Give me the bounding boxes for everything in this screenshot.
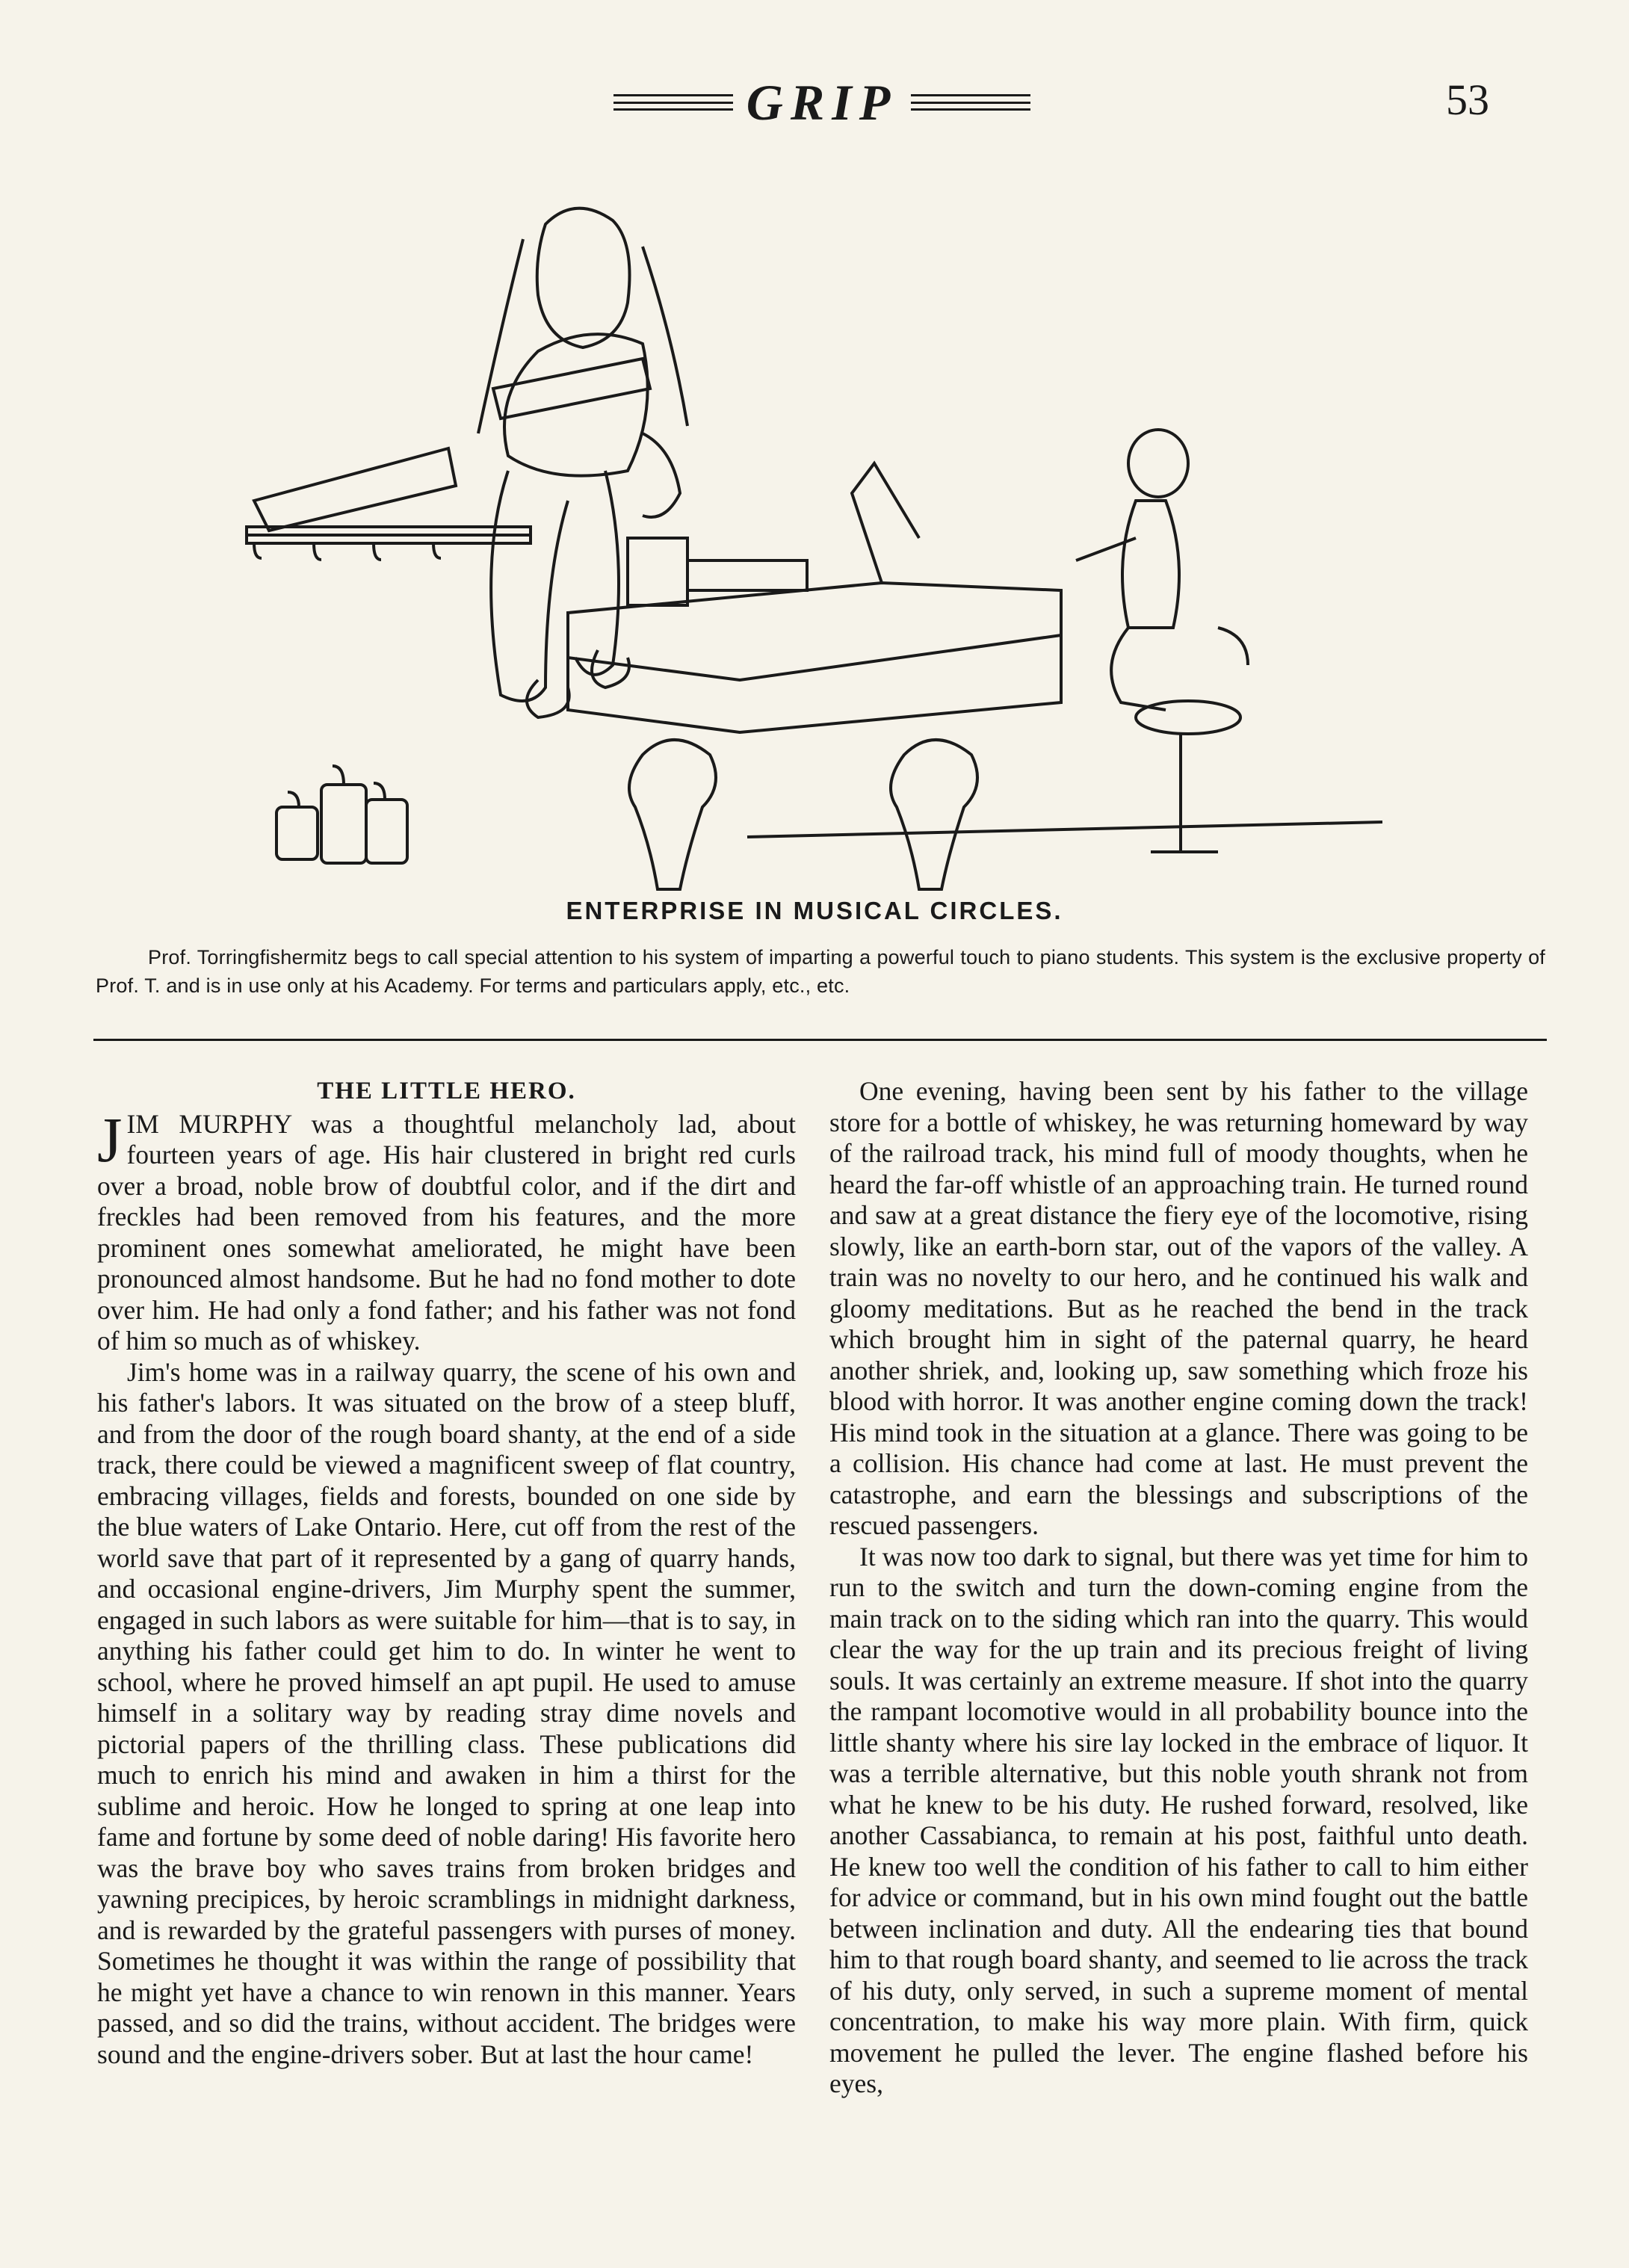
story-title: THE LITTLE HERO. — [317, 1078, 576, 1104]
story-paragraph-text: IM MURPHY was a thoughtful melancholy lad, about fourteen years of age. His hair clustered in bright red curls over a broad, noble brow of doubtful color, and if the dirt and freckles had been removed from his features, and the more prominent ones somewhat ameliorated, he might have been pronounced almost handsome. But he had no fond mother to dote over him. He had only a fond father; and his father was not fond of him so much as of whiskey. — [97, 1108, 796, 1356]
story-paragraph: One evening, having been sent by his father to the village store for a bottle of whiskey, he was returning homeward by way of the railroad track, his mind full of moody thoughts, when he heard the far-off whistle of an approaching train. He turned round and saw at a great distance the fiery eye of the locomotive, rising slowly, like an earth-born star, out of the vapors of the valley. A train was no novelty to our hero, and he continued his walk and gloomy meditations. But as he reached the bend in the track which brought him in sight of the paternal quarry, he heard another shriek, and, looking up, saw something which froze his blood with horror. It was another engine coming down the track! His mind took in the situation at a glance. There was going to be a collision. His chance had come at last. He must prevent the catastrophe, and earn the blessings and subscriptions of the rescued passengers. — [829, 1076, 1528, 1540]
cartoon-illustration — [224, 164, 1435, 897]
section-divider — [93, 1039, 1547, 1041]
story-paragraph: Jim's home was in a railway quarry, the scene of his own and his father's labors. It was situated on the brow of a steep bluff, and from the door of the rough board shanty, at the end of a side track, there could be viewed a magnificent sweep of flat country, embracing villages, fields and forests, bounded on one side by the blue waters of Lake Ontario. Here, cut off from the rest of the world save that part of it represented by a gang of quarry hands, and occasional engine-drivers, Jim Murphy spent the summer, engaged in such labors as were suitable for him—that is to say, in anything his father could get him to do. In winter he went to school, where he proved himself an apt pupil. He used to amuse himself in a solitary way by reading stray dime novels and pictorial papers of the thrilling class. These publications did much to enrich his mind and awaken in him a thirst for the sublime and heroic. How he longed to spring at one leap into fame and fortune by some deed of noble daring! His favorite hero was the brave boy who saves trains from broken bridges and yawning precipices, by heroic scramblings in midnight darkness, and is rewarded by the grateful passengers with purses of money. Sometimes he thought it was within the range of possibility that he might yet have a chance to win renown in this manner. Years passed, and so did the trains, without accident. The bridges were sound and the engine-drivers sober. But at last the hour came! — [97, 1356, 796, 2069]
wall-rod — [247, 527, 531, 560]
masthead-rule-right — [911, 94, 1030, 111]
masthead — [575, 69, 1069, 136]
masthead-title: GRIP — [746, 73, 898, 131]
story-paragraph: It was now too dark to signal, but there was yet time for him to run to the switch and turn the down-coming engine from the main track on to the siding which ran into the quarry. This would clear the way for the up train and its precious freight of living souls. It was certainly an extreme measure. If shot into the quarry the rampant locomotive would in all probability bounce into the little shanty where his sire lay locked in the embrace of liquor. It was a terrible alternative, but this noble youth shrank not from what he knew to be his duty. He rushed forward, resolved, like another Cassabianca, to remain at his post, faithful unto death. He knew too well the condition of his father to call to him either for advice or command, but in his own mind fought out the battle between inclination and duty. All the endearing ties that bound him to that rough board shanty, and seemed to lie across the track of his duty, only served, in such a supreme moment of mental concentration, to make his way more plain. With firm, quick movement he pulled the lever. The engine flashed before his eyes, — [829, 1541, 1528, 2098]
professor-figure — [254, 208, 687, 717]
weights-group — [276, 766, 407, 863]
dropcap: J — [97, 1103, 123, 1175]
story-column-right — [829, 1076, 1528, 2100]
pupil-figure — [1076, 430, 1248, 852]
piano-figure — [568, 463, 1382, 889]
page-number: 53 — [1446, 75, 1489, 124]
masthead-rule-left — [613, 94, 733, 111]
cartoon-caption: Prof. Torringfishermitz begs to call special attention to his system of imparting a powerful touch to piano students. This system is the exclusive property of Prof. T. and is in use only at his Academy. For terms and particulars apply, etc., etc. — [96, 946, 1545, 997]
story-paragraph — [97, 1103, 796, 1357]
cartoon-title: ENTERPRISE IN MUSICAL CIRCLES. — [566, 897, 1063, 924]
story-column-left — [97, 1076, 796, 2070]
